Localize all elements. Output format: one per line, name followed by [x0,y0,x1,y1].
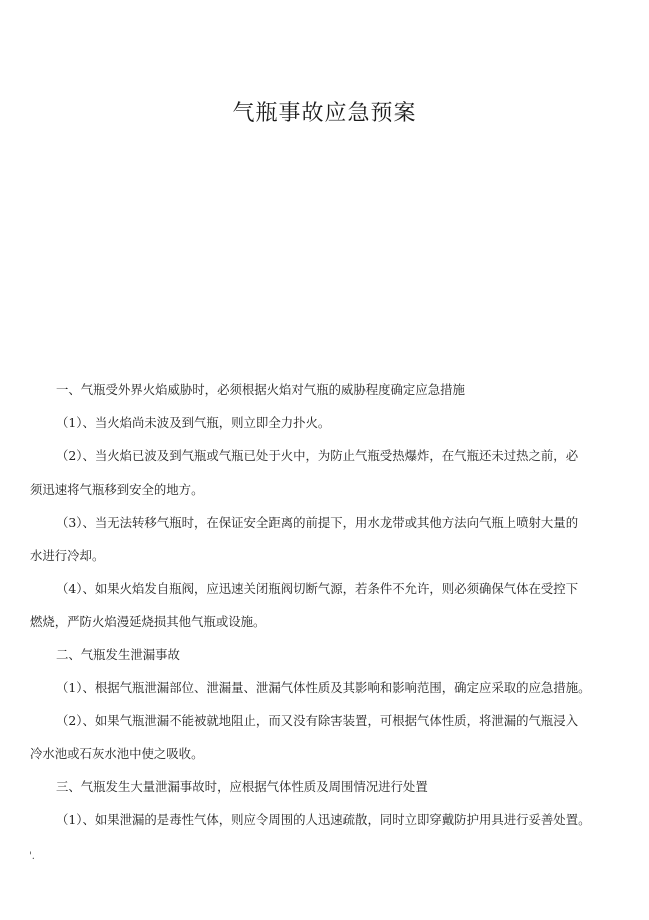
section-2-item-1: （1）、根据气瓶泄漏部位、泄漏量、泄漏气体性质及其影响和影响范围，确定应采取的应急措施。 [56,680,591,695]
document-title: 气瓶事故应急预案 [232,100,417,126]
section-1-item-4-line-1: （4）、如果火焰发自瓶阀，应迅速关闭瓶阀切断气源，若条件不允许，则必须确保气体在受控下 [56,581,579,596]
section-2-item-2-line-1: （2）、如果气瓶泄漏不能被就地阻止，而又没有除害装置，可根据气体性质，将泄漏的气瓶浸入 [56,713,579,728]
section-1-item-2-line-1: （2）、当火焰已波及到气瓶或气瓶已处于火中，为防止气瓶受热爆炸，在气瓶还未过热之前，必 [56,448,579,463]
section-2-item-2-line-2: 冷水池或石灰水池中使之吸收。 [30,746,204,761]
section-1-item-1: （1）、当火焰尚未波及到气瓶，则立即全力扑火。 [56,415,331,430]
section-1-item-2-line-2: 须迅速将气瓶移到安全的地方。 [30,482,204,497]
section-1-item-3-line-1: （3）、当无法转移气瓶时，在保证安全距离的前提下，用水龙带或其他方法向气瓶上喷射大量的 [56,515,579,530]
section-2-heading: 二、气瓶发生泄漏事故 [56,647,180,662]
section-3-item-1: （1）、如果泄漏的是毒性气体，则应令周围的人迅速疏散，同时立即穿戴防护用具进行妥善处置。 [56,812,591,827]
stray-mark: '. [29,851,35,862]
section-3-heading: 三、气瓶发生大量泄漏事故时，应根据气体性质及周围情况进行处置 [56,779,428,794]
section-1-heading: 一、气瓶受外界火焰威胁时，必须根据火焰对气瓶的威胁程度确定应急措施 [56,382,465,397]
section-1-item-3-line-2: 水进行冷却。 [30,548,105,563]
section-1-item-4-line-2: 燃烧，严防火焰漫延烧损其他气瓶或设施。 [30,614,266,629]
